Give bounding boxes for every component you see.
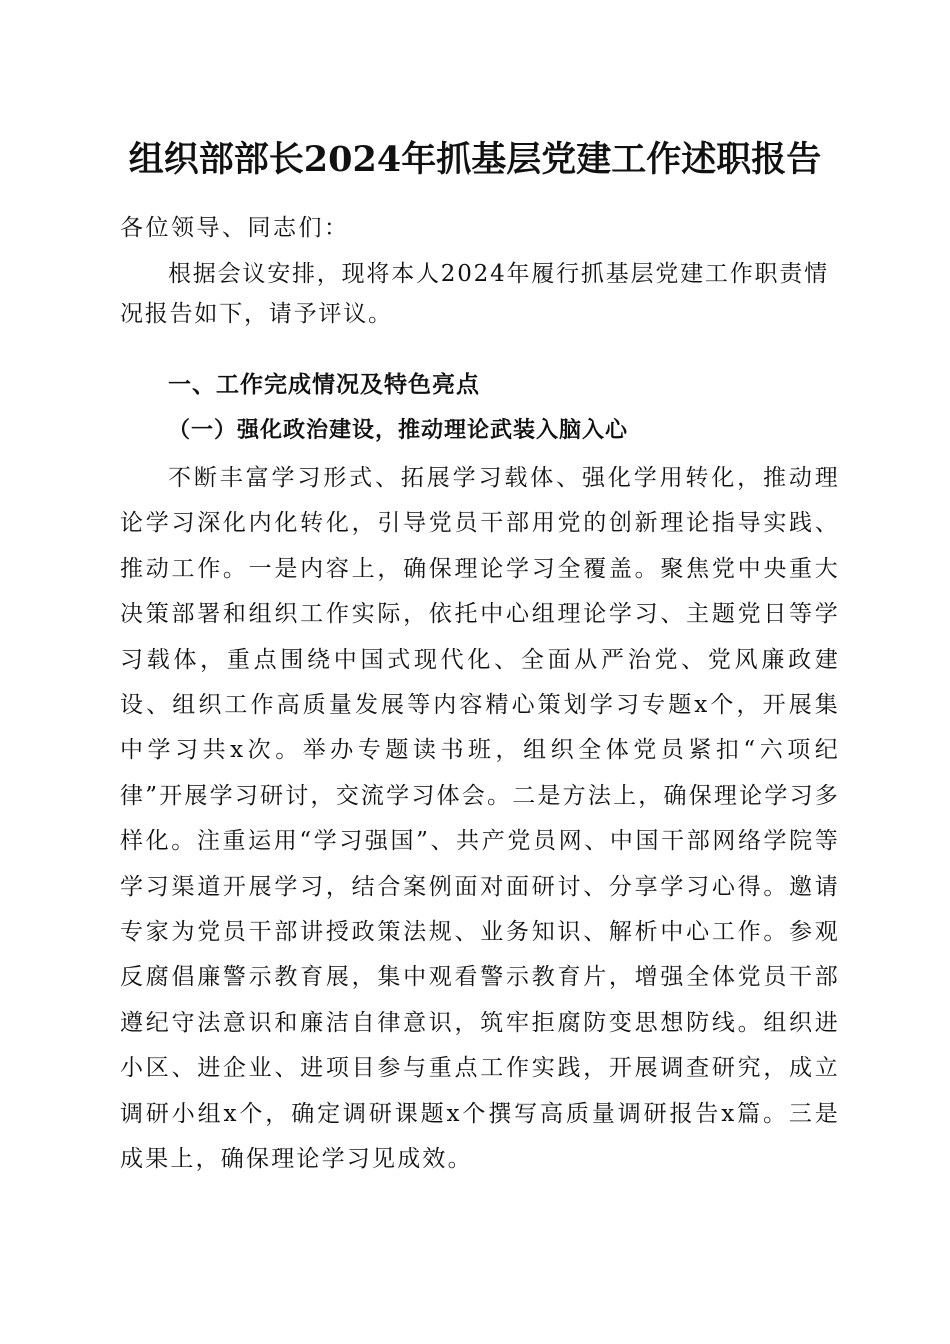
body-paragraph: 不断丰富学习形式、拓展学习载体、强化学用转化，推动理论学习深化内化转化，引导党员干部用党的创新理论指导实践、推动工作。一是内容上，确保理论学习全覆盖。聚焦党中央重大决策部署和组织工作实际，依托中心组理论学习、主题党日等学习载体，重点围绕中国式现代化、全面从严治党、党风廉政建设、组织工作高质量发展等内容精心策划学习专题x个，开展集中学习共x次。举办专题读书班，组织全体党员紧扣“六项纪律”开展学习研讨，交流学习体会。二是方法上，确保理论学习多样化。注重运用“学习强国”、共产党员网、中国干部网络学院等学习渠道开展学习，结合案例面对面研讨、分享学习心得。邀请专家为党员干部讲授政策法规、业务知识、解析中心工作。参观反腐倡廉警示教育展，集中观看警示教育片，增强全体党员干部遵纪守法意识和廉洁自律意识，筑牢拒腐防变思想防线。组织进小区、进企业、进项目参与重点工作实践，开展调查研究，成立调研小组x个，确定调研课题x个撰写高质量调研报告x篇。三是成果上，确保理论学习见成效。 [120, 465, 840, 1173]
subsection-heading: （一）强化政治建设，推动理论武装入脑入心 [168, 417, 629, 443]
intro-paragraph: 根据会议安排，现将本人2024年履行抓基层党建工作职责情况报告如下，请予评议。 [120, 261, 829, 327]
section-heading: 一、工作完成情况及特色亮点 [168, 372, 480, 398]
document-title: 组织部部长2024年抓基层党建工作述职报告 [128, 139, 822, 180]
salutation: 各位领导、同志们： [120, 215, 350, 241]
